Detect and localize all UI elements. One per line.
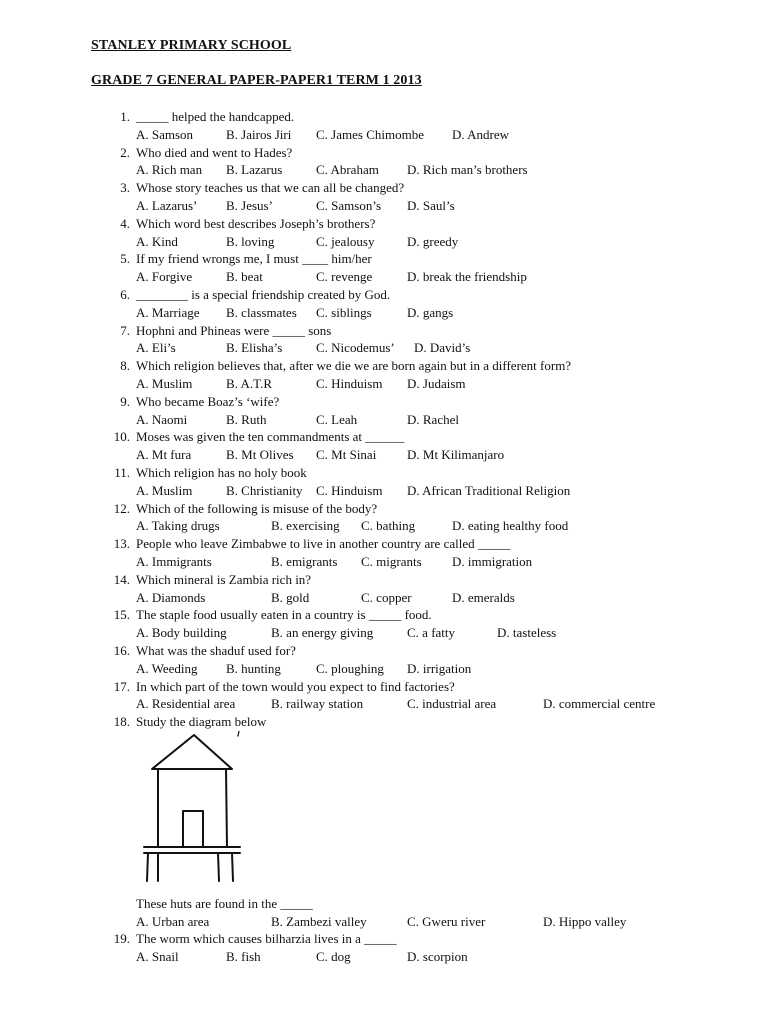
option-c: C. jealousy (316, 233, 375, 249)
question-text: _____ helped the handcapped. (136, 109, 295, 124)
option-d: D. greedy (407, 233, 459, 249)
question-number: 11. (114, 464, 130, 480)
question-number: 16. (113, 642, 130, 658)
question-17 (0, 678, 768, 714)
question-text: The staple food usually eaten in a country is _____ food. (136, 607, 432, 623)
option-c: C. migrants (361, 553, 422, 569)
question-7 (0, 322, 768, 358)
school-name: STANLEY PRIMARY SCHOOL (91, 38, 292, 53)
option-a: A. Lazarus’ (136, 197, 198, 213)
question-2 (0, 144, 768, 180)
option-a: A. Immigrants (136, 553, 212, 569)
question-number: 7. (120, 322, 130, 338)
question-number: 4. (120, 215, 130, 231)
option-c: C. Hinduism (316, 375, 383, 391)
option-b: B. loving (226, 233, 275, 249)
option-b: B. fish (226, 948, 261, 964)
question-18 (0, 713, 768, 930)
question-9 (0, 393, 768, 429)
question-number: 9. (120, 393, 130, 409)
option-b: B. Elisha’s (226, 340, 283, 356)
option-c: C. industrial area (407, 696, 497, 712)
option-d: D. immigration (452, 553, 533, 569)
question-10 (0, 428, 768, 464)
question-15 (0, 606, 768, 642)
option-d: D. irrigation (407, 660, 472, 676)
option-a: A. Weeding (136, 660, 198, 676)
option-a: A. Eli’s (136, 340, 176, 356)
question-14 (0, 571, 768, 607)
option-c: C. copper (361, 589, 412, 605)
option-b: B. Zambezi valley (271, 913, 367, 929)
option-a: A. Urban area (136, 913, 210, 929)
question-text: Hophni and Phineas were _____ sons (136, 322, 332, 338)
option-d: D. break the friendship (407, 269, 527, 285)
question-text: Which word best describes Joseph’s brothers? (136, 215, 376, 231)
question-text: Which religion has no holy book (136, 464, 307, 480)
question-followup-text: These huts are found in the _____ (136, 896, 313, 912)
option-b: B. beat (226, 269, 263, 285)
option-b: B. gold (271, 589, 310, 605)
option-a: A. Snail (136, 948, 179, 964)
question-number: 10. (113, 429, 130, 445)
question-text: Who became Boaz’s ‘wife? (136, 393, 280, 409)
option-b: B. an energy giving (271, 625, 374, 641)
question-4 (0, 215, 768, 251)
option-b: B. Christianity (226, 482, 303, 498)
option-b: B. Ruth (226, 411, 267, 427)
option-a: A. Rich man (136, 162, 203, 178)
option-b: B. Lazarus (226, 162, 283, 178)
question-number: 13. (113, 536, 130, 552)
option-d: D. African Traditional Religion (407, 482, 571, 498)
question-number: 17. (113, 678, 130, 694)
option-d: D. tasteless (497, 625, 557, 641)
option-c: C. siblings (316, 304, 372, 320)
question-number: 18. (113, 714, 130, 730)
option-a: A. Taking drugs (136, 518, 220, 534)
question-text: Which religion believes that, after we die we are born again but in a different form? (136, 358, 572, 374)
question-12 (0, 500, 768, 536)
option-d: D. Mt Kilimanjaro (407, 447, 505, 463)
paper-title: GRADE 7 GENERAL PAPER-PAPER1 TERM 1 2013 (91, 73, 422, 88)
option-c: C. revenge (316, 269, 373, 285)
option-d: D. eating healthy food (452, 518, 569, 534)
option-b: B. classmates (226, 304, 297, 320)
question-11 (0, 464, 768, 500)
option-c: C. Leah (316, 411, 358, 427)
option-c: C. a fatty (407, 625, 456, 641)
option-a: A. Muslim (136, 482, 193, 498)
option-c: C. Hinduism (316, 482, 383, 498)
option-c: C. Nicodemus’ (316, 340, 395, 356)
question-text: Who died and went to Hades? (136, 144, 293, 160)
option-a: A. Marriage (136, 304, 200, 320)
question-19 (0, 930, 768, 966)
question-text: Whose story teaches us that we can all be changed? (136, 180, 405, 196)
question-13 (0, 535, 768, 571)
question-16 (0, 642, 768, 678)
question-text: Moses was given the ten commandments at ______ (136, 429, 405, 445)
option-a: A. Kind (136, 233, 178, 249)
question-text: If my friend wrongs me, I must ____ him/her (136, 251, 372, 267)
question-text: People who leave Zimbabwe to live in another country are called _____ (136, 536, 511, 552)
question-3 (0, 179, 768, 215)
option-a: A. Samson (136, 126, 194, 142)
option-c: C. Samson’s (316, 197, 382, 213)
option-b: B. A.T.R (226, 375, 272, 391)
option-d: D. David’s (414, 340, 471, 356)
option-c: C. dog (316, 948, 351, 964)
question-number: 6. (120, 286, 130, 302)
option-b: B. hunting (226, 660, 281, 676)
option-b: B. Jairos Jiri (226, 126, 292, 142)
question-8 (0, 357, 768, 393)
option-c: C. ploughing (316, 660, 384, 676)
option-d: D. Hippo valley (543, 913, 627, 929)
option-d: D. Andrew (452, 126, 510, 142)
option-d: D. Rachel (407, 411, 459, 427)
option-d: D. Saul’s (407, 197, 455, 213)
option-d: D. commercial centre (543, 696, 656, 712)
option-c: C. Abraham (316, 162, 379, 178)
option-d: D. Rich man’s brothers (407, 162, 528, 178)
question-number: 3. (120, 180, 130, 196)
question-number: 15. (113, 607, 130, 623)
question-text: Study the diagram below (136, 714, 267, 730)
option-b: B. railway station (271, 696, 364, 712)
option-b: B. Jesus’ (226, 197, 273, 213)
question-text: In which part of the town would you expect to find factories? (136, 678, 455, 694)
option-d: D. Judaism (407, 375, 466, 391)
question-6 (0, 286, 768, 322)
question-5 (0, 250, 768, 286)
question-text: Which of the following is misuse of the body? (136, 500, 378, 516)
question-number: 2. (120, 144, 130, 160)
option-a: A. Muslim (136, 375, 193, 391)
option-c: C. bathing (361, 518, 416, 534)
option-b: B. Mt Olives (226, 447, 294, 463)
option-b: B. exercising (271, 518, 340, 534)
question-number: 1. (120, 109, 130, 124)
question-text: The worm which causes bilharzia lives in a _____ (136, 931, 397, 947)
option-a: A. Naomi (136, 411, 188, 427)
option-d: D. gangs (407, 304, 454, 320)
option-a: A. Body building (136, 625, 227, 641)
stilt-hut-diagram (136, 731, 246, 891)
option-d: D. scorpion (407, 948, 468, 964)
option-a: A. Residential area (136, 696, 236, 712)
option-c: C. James Chimombe (316, 126, 424, 142)
option-c: C. Mt Sinai (316, 447, 377, 463)
question-text: ________ is a special friendship created by God. (136, 286, 391, 302)
option-d: D. emeralds (452, 589, 515, 605)
question-text: What was the shaduf used for? (136, 642, 296, 658)
option-a: A. Forgive (136, 269, 193, 285)
option-a: A. Mt fura (136, 447, 192, 463)
question-number: 12. (113, 500, 130, 516)
option-b: B. emigrants (271, 553, 338, 569)
question-number: 14. (113, 571, 130, 587)
option-c: C. Gweru river (407, 913, 486, 929)
question-1 (0, 108, 768, 144)
option-a: A. Diamonds (136, 589, 206, 605)
question-number: 5. (120, 251, 130, 267)
question-number: 19. (113, 931, 130, 947)
question-number: 8. (120, 358, 130, 374)
question-text: Which mineral is Zambia rich in? (136, 571, 312, 587)
question-list (0, 108, 768, 966)
